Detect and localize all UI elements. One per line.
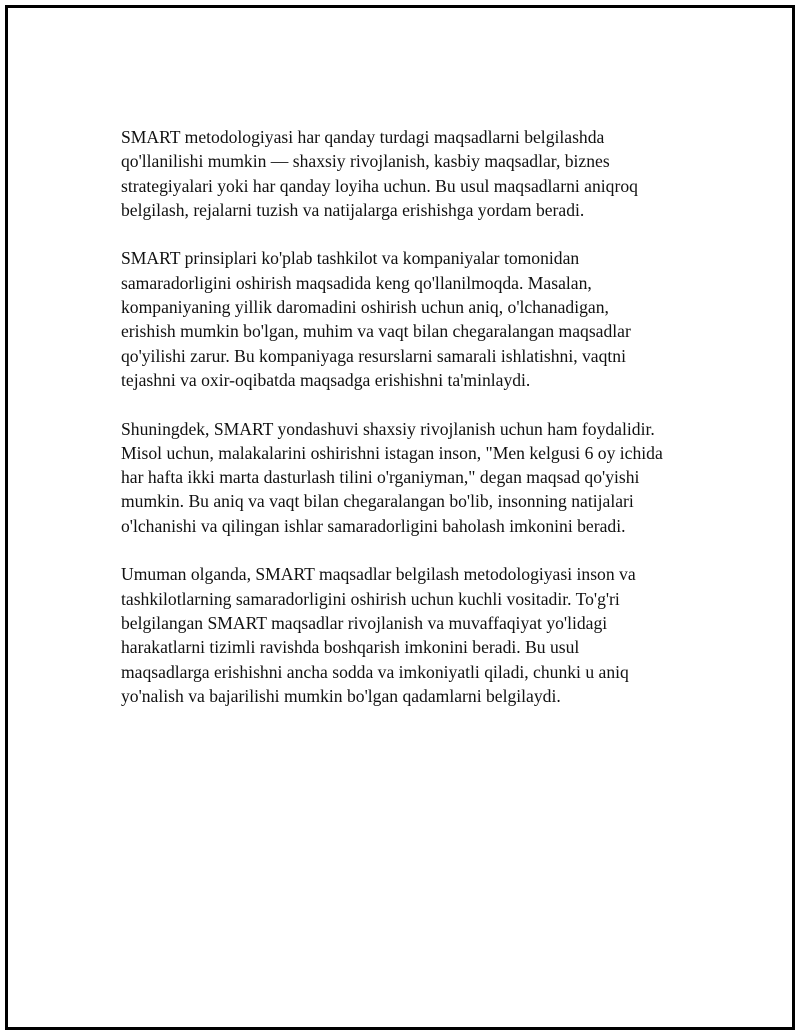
text-line: erishish mumkin bo'lgan, muhim va vaqt bilan chegaralangan maqsadlar — [121, 321, 631, 342]
text-line: Umuman olganda, SMART maqsadlar belgilash metodologiyasi inson va — [121, 564, 636, 585]
text-line: belgilangan SMART maqsadlar rivojlanish va muvaffaqiyat yo'lidagi — [121, 612, 608, 633]
text-line: o'lchanishi va qilingan ishlar samaradorligini baholash imkonini beradi. — [121, 515, 626, 536]
text-line: tashkilotlarning samaradorligini oshirish uchun kuchli vositadir. To'g'ri — [121, 588, 620, 609]
document-body — [121, 125, 711, 732]
text-line: SMART prinsiplari ko'plab tashkilot va kompaniyalar tomonidan — [121, 248, 580, 269]
text-line: kompaniyaning yillik daromadini oshirish uchun aniq, o'lchanadigan, — [121, 297, 609, 318]
text-line: qo'llanilishi mumkin — shaxsiy rivojlanish, kasbiy maqsadlar, biznes — [121, 151, 610, 172]
text-line: maqsadlarga erishishni ancha sodda va imkoniyatli qiladi, chunki u aniq — [121, 661, 629, 682]
text-line: strategiyalari yoki har qanday loyiha uchun. Bu usul maqsadlarni aniqroq — [121, 175, 638, 196]
text-line: Misol uchun, malakalarini oshirishni istagan inson, "Men kelgusi 6 oy ichida — [121, 442, 663, 463]
paragraph-3 — [121, 417, 711, 538]
text-line: SMART metodologiyasi har qanday turdagi maqsadlarni belgilashda — [121, 127, 605, 147]
paragraph-4 — [121, 562, 711, 708]
text-line: harakatlarni tizimli ravishda boshqarish imkonini beradi. Bu usul — [121, 637, 580, 658]
text-line: har hafta ikki marta dasturlash tilini o'rganiyman," degan maqsad qo'yishi — [121, 467, 640, 488]
text-line: Shuningdek, SMART yondashuvi shaxsiy rivojlanish uchun ham foydalidir. — [121, 418, 655, 439]
text-line: mumkin. Bu aniq va vaqt bilan chegaralangan bo'lib, insonning natijalari — [121, 491, 634, 512]
text-line: belgilash, rejalarni tuzish va natijalarga erishishga yordam beradi. — [121, 199, 585, 220]
text-line: qo'yilishi zarur. Bu kompaniyaga resurslarni samarali ishlatishni, vaqtni — [121, 345, 626, 366]
paragraph-1 — [121, 125, 711, 222]
text-line: yo'nalish va bajarilishi mumkin bo'lgan qadamlarni belgilaydi. — [121, 685, 561, 706]
paragraph-2 — [121, 246, 711, 392]
text-line: samaradorligini oshirish maqsadida keng qo'llanilmoqda. Masalan, — [121, 272, 592, 293]
text-line: tejashni va oxir-oqibatda maqsadga erishishni ta'minlaydi. — [121, 369, 531, 390]
document-page — [5, 5, 795, 1030]
